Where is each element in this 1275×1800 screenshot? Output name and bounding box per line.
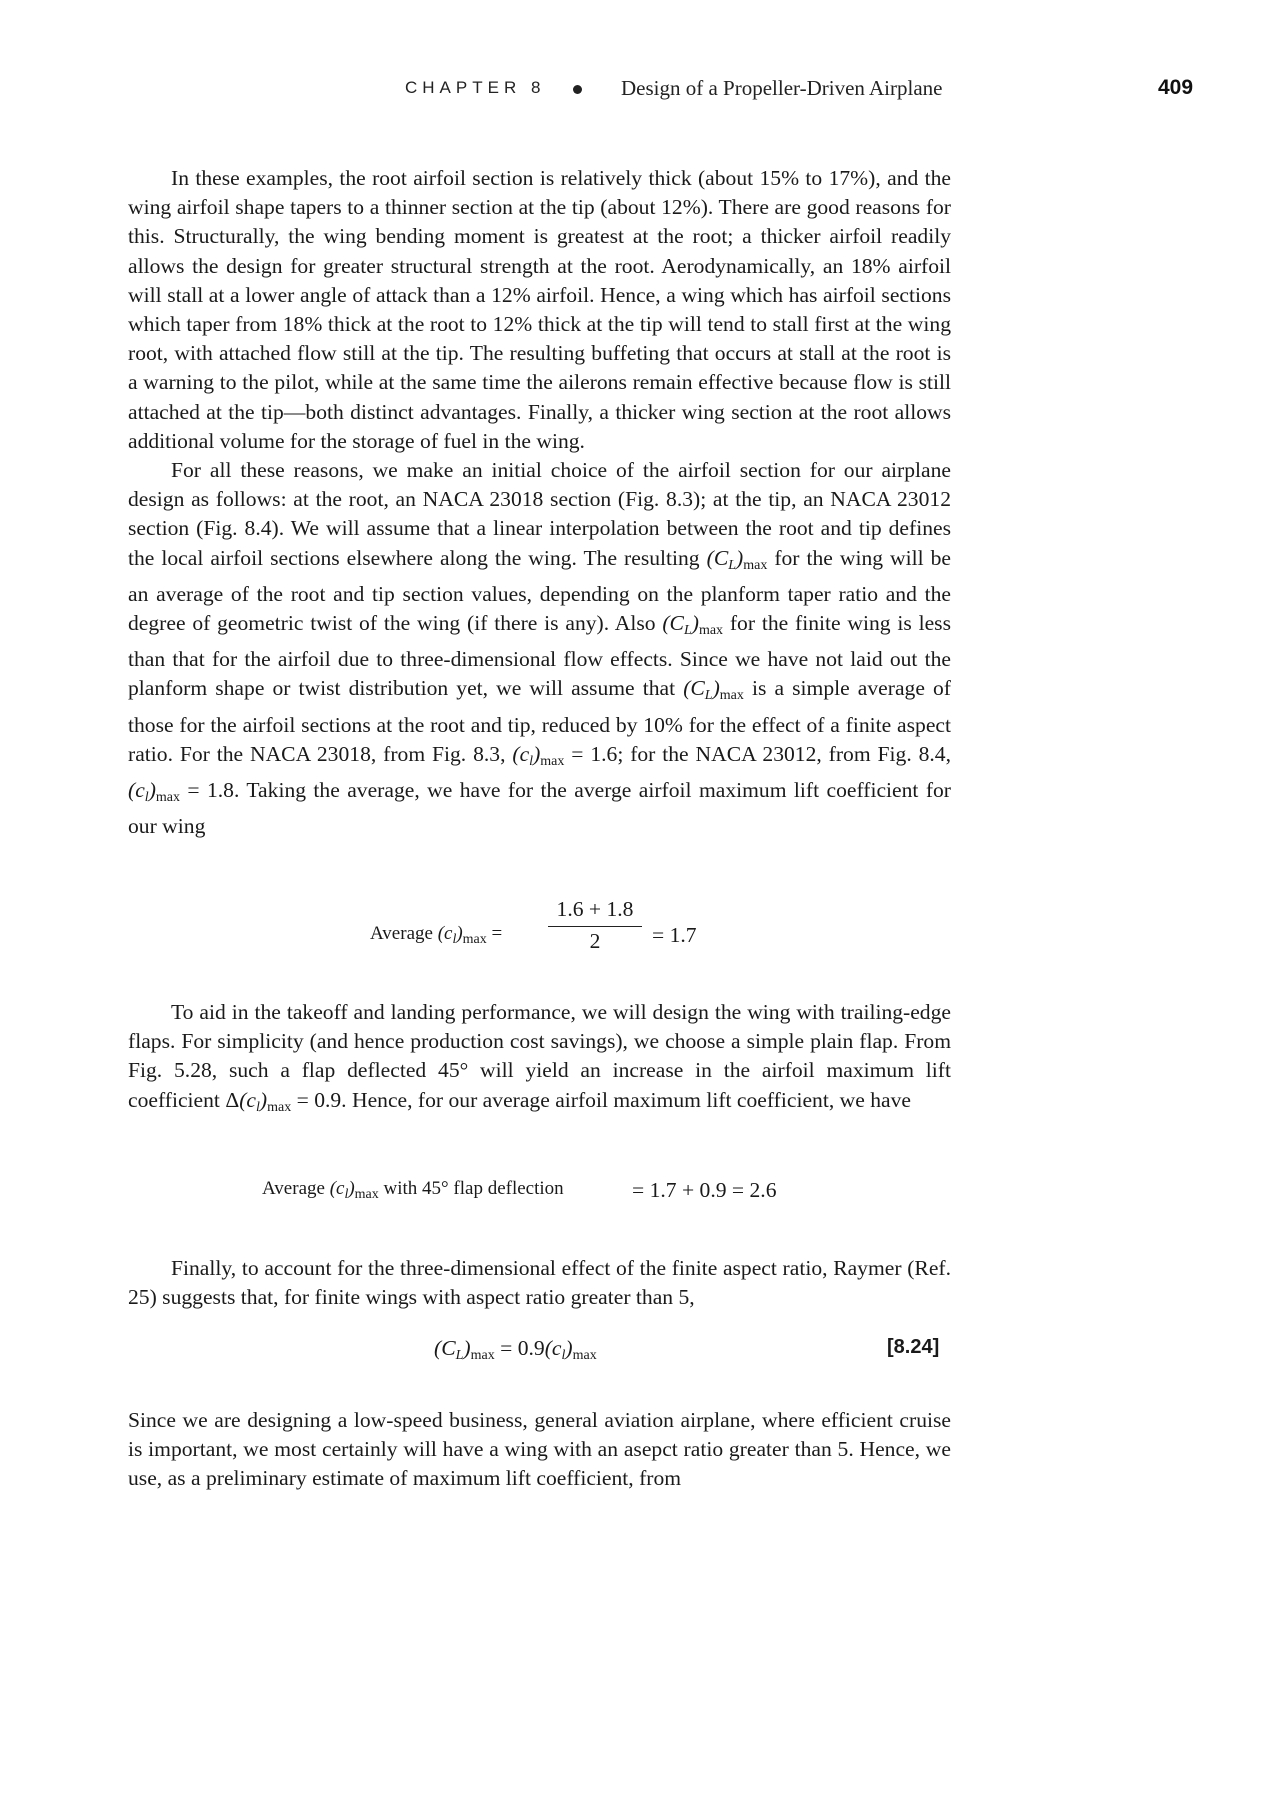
math-CL-max: $(C_L)_{max}$ bbox=[683, 676, 744, 704]
math-delta-cl-max: $\Delta(c_l)_{max}$ bbox=[225, 1087, 292, 1115]
text-block-4 bbox=[128, 1406, 951, 1494]
text-run: = 1.6; for the NACA 23012, from Fig. 8.4, bbox=[564, 741, 952, 766]
math-cl-max: $(c_l)_{max}$ bbox=[512, 741, 565, 769]
equation-body: $(C_L)_{max} = 0.9(c_l)_{max}$ bbox=[434, 1336, 597, 1363]
text-run: For all these reasons, we make an initial choice of the airfoil section for our airplane design as follows: at the root, an NACA 23018 section (Fig. 8.3); at the tip, an NACA 23012 section (Fig. 8.4). We will assume that a linear interpolation between the root and tip defines the local airfoil sections elsewhere along the wing. The resulting bbox=[128, 458, 951, 570]
text-run: = 1.8. Taking the average, we have for the averge airfoil maximum lift coefficient for our wing bbox=[128, 778, 951, 839]
running-header bbox=[0, 78, 1275, 108]
paragraph-flaps: To aid in the takeoff and landing performance, we will design the wing with trailing-edge flaps. For simplicity (and hence production cost savings), we choose a simple plain flap. From Fig. 5.28, such a flap deflected 45° will yield an increase in the airfoil maximum lift coefficient $\Delta(c_l)_{max} = 0.9$. Hence, for our average airfoil maximum lift coefficient, we have bbox=[128, 1000, 951, 1115]
paragraph-thickness: In these examples, the root airfoil section is relatively thick (about 15% to 17%), and the wing airfoil shape tapers to a thinner section at the tip (about 12%). There are good reasons for this. Structurally, the wing bending moment is greatest at the root; a thicker airfoil readily allows the design for greater structural strength at the root. Aerodynamically, an 18% airfoil will stall at a lower angle of attack than a 12% airfoil. Hence, a wing which has airfoil sections which taper from 18% thick at the root to 12% thick at the tip will tend to stall first at the wing root, with attached flow still at the tip. The resulting buffeting that occurs at stall at the root is a warning to the pilot, while at the same time the ailerons remain effective because flow is still attached at the tip—both distinct advantages. Finally, a thicker wing section at the root allows additional volume for the storage of fuel in the wing. bbox=[128, 166, 951, 453]
running-title: Design of a Propeller-Driven Airplane bbox=[621, 76, 943, 100]
page-number: 409 bbox=[1158, 76, 1194, 99]
text-run: for the finite wing is less than that for the airfoil due to three-dimensional flow effects. Since we have not laid out the planform shape or twist distribution yet, we will assume that bbox=[128, 611, 951, 701]
text-block-3 bbox=[128, 1254, 951, 1312]
paragraph-raymer: Finally, to account for the three-dimensional effect of the finite aspect ratio, Raymer (Ref. 25) suggests that, for finite wings with aspect ratio greater than 5, bbox=[128, 1256, 951, 1310]
equation-result: = 1.7 bbox=[652, 923, 697, 947]
math-cl-max: $(c_l)_{max}$ bbox=[128, 778, 180, 806]
math-CL-max: $(C_L)_{max}$ bbox=[662, 611, 724, 639]
equation-lhs: Average $(c_l)_{max}$ with 45° flap deflection bbox=[262, 1178, 564, 1202]
bullet-separator bbox=[573, 85, 582, 94]
chapter-label: CHAPTER 8 bbox=[405, 78, 546, 97]
paragraph-conclusion: Since we are designing a low-speed business, general aviation airplane, where efficient cruise is important, we most certainly will have a wing with an asepct ratio greater than 5. Hence, we use, as a preliminary estimate of maximum lift coefficient, from bbox=[128, 1408, 951, 1491]
equation-lhs: Average $(c_l)_{max}$ = bbox=[370, 923, 503, 947]
equation-number: [8.24] bbox=[887, 1336, 940, 1358]
paragraph-airfoil-choice bbox=[128, 456, 951, 841]
text-run: is a simple average of those for the airfoil sections at the root and tip, reduced by 10% for the effect of a finite aspect ratio. For the NACA 23018, from Fig. 8.3, bbox=[128, 676, 951, 766]
text-block-1 bbox=[128, 164, 951, 841]
equation-fraction: $\frac{1.6 + 1.8}{2}$ bbox=[548, 897, 642, 954]
text-block-2 bbox=[128, 998, 951, 1122]
text-run: for the wing will be an average of the root and tip section values, depending on the planform taper ratio and the degree of geometric twist of the wing (if there is any). Also bbox=[128, 545, 952, 636]
math-CL-max: $(C_L)_{max}$ bbox=[706, 545, 768, 573]
equation-result: = 1.7 + 0.9 = 2.6 bbox=[632, 1178, 777, 1202]
